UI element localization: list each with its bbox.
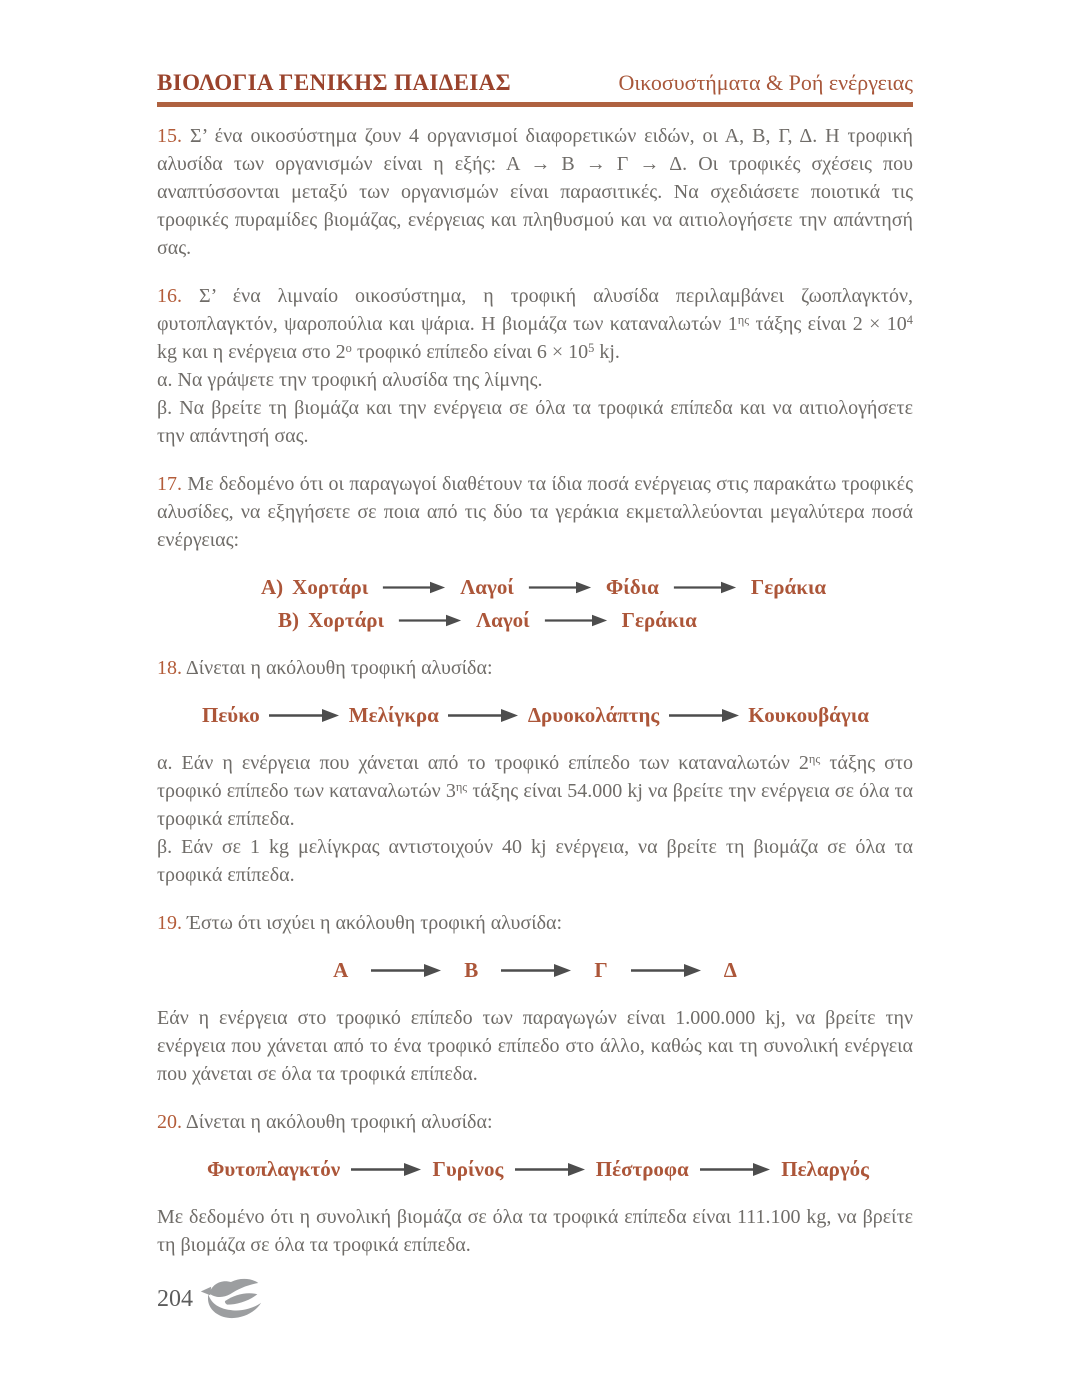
chain-item: Λαγοί [460,575,514,599]
page-number: 204 [157,1285,193,1312]
book-title: ΒΙΟΛΟΓΙΑ ΓΕΝΙΚΗΣ ΠΑΙΔΕΙΑΣ [157,70,512,95]
chain-prefix: Β) [278,608,299,632]
question-18-text: Δίνεται η ακόλουθη τροφική αλυσίδα: [185,657,493,679]
chain-item: Χορτάρι [308,608,385,632]
question-16-sub-b: β. Να βρείτε τη βιομάζα και την ενέργεια σε όλα τα τροφικά επίπεδα και να αιτιολογήσετε την απάντησή σας. [157,397,913,447]
chain-item: Λαγοί [476,608,530,632]
chain-item: Φίδια [605,575,659,599]
question-18 [157,654,913,682]
chain-item: Πέστροφα [595,1157,689,1181]
question-20-text: Δίνεται η ακόλουθη τροφική αλυσίδα: [185,1111,493,1133]
page-content [157,70,913,1279]
question-15-number: 15. [157,125,182,147]
header-rule [157,102,913,107]
question-15 [157,122,913,262]
chain-item: Β [464,958,479,982]
question-16-number: 16. [157,285,182,307]
chapter-title: Οικοσυστήματα & Ροή ενέργειας [618,70,913,95]
question-16 [157,282,913,366]
page-footer [157,1276,263,1322]
question-18-sub-a: α. Εάν η ενέργεια που χάνεται από το τροφικό επίπεδο των καταναλωτών $2^{\eta\varsigma}$ τάξης στο τροφικό επίπεδο των καταναλωτών $3^{\eta\varsigma}$ τάξης είναι 54.000 kj να βρείτε την ενέργεια σε όλα τα τροφικά επίπεδα. [157,751,913,830]
chain-prefix: Α) [261,575,284,599]
arrow-icon [528,580,592,595]
chain-item: Φυτοπλαγκτόν [207,1157,341,1181]
arrow-icon [510,1162,590,1177]
arrow-icon [673,580,737,595]
food-chain-20 [157,1156,913,1183]
question-16-sub-a: α. Να γράψετε την τροφική αλυσίδα της λίμνης. [157,369,543,391]
question-17-text: Με δεδομένο ότι οι παραγωγοί διαθέτουν τα ίδια ποσά ενέργειας στις παρακάτω τροφικές αλυσίδες, να εξηγήσετε σε ποια από τις δύο τα γεράκια εκμεταλλεύονται μεγαλύτερα ποσά ενέργειας: [157,473,914,551]
question-19-text: Έστω ότι ισχύει η ακόλουθη τροφική αλυσίδα: [187,912,563,934]
arrow-icon [368,963,444,978]
food-chain-17a [261,574,913,601]
question-17-number: 17. [157,473,182,495]
chain-item: Γυρίνος [432,1157,504,1181]
question-20-followup: Με δεδομένο ότι η συνολική βιομάζα σε όλα τα τροφικά επίπεδα είναι 111.100 kg, να βρείτε τη βιομάζα σε όλα τα τροφικά επίπεδα. [157,1206,913,1256]
question-19 [157,909,913,937]
question-18-number: 18. [157,657,182,679]
chain-item: Γεράκια [750,575,827,599]
chain-item: Δ [723,958,737,982]
chain-item: Γ [594,958,608,982]
page-header [157,70,913,102]
question-16-text: Σ’ ένα λιμναίο οικοσύστημα, η τροφική αλυσίδα περιλαμβάνει ζωοπλαγκτόν, φυτοπλαγκτόν, ψαροπούλια και ψάρια. Η βιομάζα των καταναλωτών $1^{\eta\varsigma}$ τάξης είναι $2 \times 10^4$ kg και η ενέργεια στο $2^o$ τροφικό επίπεδο είναι $6 \times 10^5$ kj. [157,285,913,363]
chain-item: Πεύκο [202,703,260,727]
chain-item: Κουκουβάγια [748,703,869,727]
chain-item: Πελαργός [781,1157,869,1181]
chain-item: Χορτάρι [292,575,369,599]
food-chain-18 [157,702,913,729]
chain-item: Δρυοκολάπτης [527,703,660,727]
arrow-icon [261,708,347,723]
arrow-icon [544,613,608,628]
question-18-sub-b: β. Εάν σε 1 kg μελίγκρας αντιστοιχούν 40 kj ενέργεια, να βρείτε τη βιομάζα σε όλα τα τροφικά επίπεδα. [157,836,913,886]
food-chain-17b [278,607,913,634]
arrow-icon [661,708,747,723]
chain-item: Α [333,958,349,982]
arrow-icon [695,1162,775,1177]
question-20-number: 20. [157,1111,182,1133]
arrow-icon [346,1162,426,1177]
question-15-text: Σ’ ένα οικοσύστημα ζουν 4 οργανισμοί διαφορετικών ειδών, οι Α, Β, Γ, Δ. Η τροφική αλυσίδα των οργανισμών είναι η εξής: Α → Β → Γ → Δ. Οι τροφικές σχέσεις που αναπτύσσονται μεταξύ των οργανισμών είναι παρασιτικές. Να σχεδιάσετε ποιοτικά τις τροφικές πυραμίδες βιομάζας, ενέργειας και πληθυσμού και να αιτιολογήσετε την απάντησή σας. [157,125,913,259]
arrow-icon [628,963,704,978]
chain-item: Γεράκια [621,608,697,632]
chain-item: Μελίγκρα [348,703,439,727]
arrow-icon [440,708,526,723]
question-19-number: 19. [157,912,182,934]
dove-logo-icon [197,1276,263,1322]
question-17 [157,470,913,554]
arrow-icon [382,580,446,595]
food-chain-19 [157,957,913,984]
question-19-followup: Εάν η ενέργεια στο τροφικό επίπεδο των παραγωγών είναι 1.000.000 kj, να βρείτε την ενέργεια που χάνεται από το ένα τροφικό επίπεδο στο άλλο, καθώς και τη συνολική ενέργεια που χάνεται σε όλα τα τροφικά επίπεδα. [157,1007,913,1085]
question-20 [157,1108,913,1136]
arrow-icon [498,963,574,978]
arrow-icon [398,613,462,628]
